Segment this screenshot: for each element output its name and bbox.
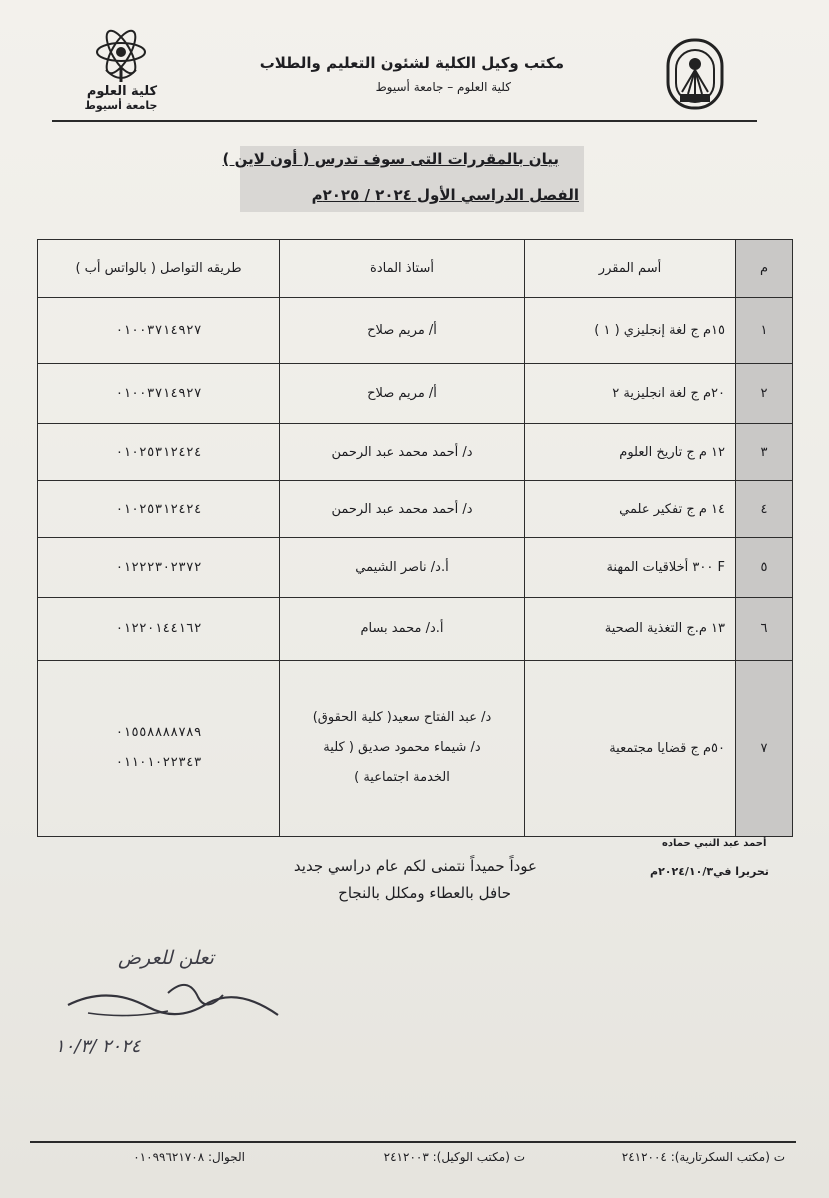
teacher-name: أ/ مريم صلاح (280, 298, 525, 364)
table-row (38, 424, 793, 481)
semester-title: الفصل الدراسي الأول ٢٠٢٤ / ٢٠٢٥م (311, 186, 579, 204)
footer-divider (30, 1141, 796, 1143)
whatsapp-numbers (38, 660, 280, 836)
teacher-name: د/ أحمد محمد عبد الرحمن (280, 481, 525, 538)
teacher-name: د/ أحمد محمد عبد الرحمن (280, 424, 525, 481)
handwritten-note: تعلن للعرض (118, 947, 214, 969)
course-name: F ٣٠٠ أخلاقيات المهنة (525, 538, 736, 597)
teacher-names (280, 660, 525, 836)
header-teacher: أستاذ المادة (280, 240, 525, 298)
course-name: ١٣ م.ج التغذية الصحية (525, 597, 736, 660)
header-no: م (736, 240, 793, 298)
teacher-name: أ.د/ ناصر الشيمي (280, 538, 525, 597)
university-logo-icon (662, 38, 728, 110)
whatsapp-number: ٠١١٠١٠٢٢٣٤٣ (115, 755, 202, 771)
document-title: بيان بالمقررات التى سوف تدرس ( أون لاين ) (222, 150, 559, 168)
header-contact: طريقه التواصل ( بالواتس أب ) (38, 240, 280, 298)
whatsapp-number: ٠١٢٢٢٣٠٢٣٧٢ (38, 538, 280, 597)
row-number: ٧ (736, 660, 793, 836)
row-number: ١ (736, 298, 793, 364)
table-row (38, 481, 793, 538)
course-name: ٢٠م ج لغة انجليزية ٢ (525, 364, 736, 424)
course-name: ١٢ م ج تاريخ العلوم (525, 424, 736, 481)
teacher-name-continued: الخدمة اجتماعية ) (354, 770, 450, 786)
closing-line-2: حافل بالعطاء ومكلل بالنجاح (338, 884, 511, 902)
teacher-name: أ.د/ محمد بسام (280, 597, 525, 660)
course-name: ١٤ م ج تفكير علمي (525, 481, 736, 538)
course-name: ١٥م ج لغة إنجليزي ( ١ ) (525, 298, 736, 364)
row-number: ٣ (736, 424, 793, 481)
signatory-name: أحمد عبد النبي حماده (662, 838, 767, 849)
office-title: مكتب وكيل الكلية لشئون التعليم والطلاب (259, 54, 564, 72)
teacher-name: أ/ مريم صلاح (280, 364, 525, 424)
secretary-phone: ت (مكتب السكرتارية): ٢٤١٢٠٠٤ (621, 1150, 785, 1164)
whatsapp-number: ٠١٠٠٣٧١٤٩٢٧ (38, 298, 280, 364)
teacher-name: د/ شيماء محمود صديق ( كلية (323, 740, 481, 756)
faculty-subtitle: كلية العلوم – جامعة أسيوط (375, 80, 511, 94)
header-course: أسم المقرر (525, 240, 736, 298)
table-row (38, 597, 793, 660)
whatsapp-number: ٠١٥٥٨٨٨٨٧٨٩ (115, 725, 202, 741)
course-name: ٥٠م ج قضايا مجتمعية (525, 660, 736, 836)
row-number: ٦ (736, 597, 793, 660)
closing-line-1: عوداً حميداً نتمنى لكم عام دراسي جديد (293, 857, 537, 875)
table-row (38, 538, 793, 597)
footer-contacts (40, 1150, 785, 1174)
logo-caption-university: جامعة أسيوط (84, 99, 158, 112)
courses-table (37, 239, 793, 837)
whatsapp-number: ٠١٠٠٣٧١٤٩٢٧ (38, 364, 280, 424)
row-number: ٢ (736, 364, 793, 424)
deputy-phone: ت (مكتب الوكيل): ٢٤١٢٠٠٣ (383, 1150, 525, 1164)
whatsapp-number: ٠١٢٢٠١٤٤١٦٢ (38, 597, 280, 660)
table-row (38, 660, 793, 836)
teacher-name: د/ عبد الفتاح سعيد( كلية الحقوق) (312, 710, 492, 726)
table-row (38, 364, 793, 424)
whatsapp-number: ٠١٠٢٥٣١٢٤٢٤ (38, 481, 280, 538)
whatsapp-number: ٠١٠٢٥٣١٢٤٢٤ (38, 424, 280, 481)
table-header-row (38, 240, 793, 298)
handwritten-date: ٢٠٢٤ /١٠/٣ (55, 1036, 141, 1057)
header-divider (52, 120, 757, 122)
row-number: ٥ (736, 538, 793, 597)
table-row (38, 298, 793, 364)
issue-date: تحريرا في٢٠٢٤/١٠/٣م (650, 865, 769, 878)
mobile-phone: الجوال: ٠١٠٩٩٦٢١٧٠٨ (133, 1150, 245, 1164)
logo-caption: كلية العلوم (86, 84, 158, 99)
row-number: ٤ (736, 481, 793, 538)
